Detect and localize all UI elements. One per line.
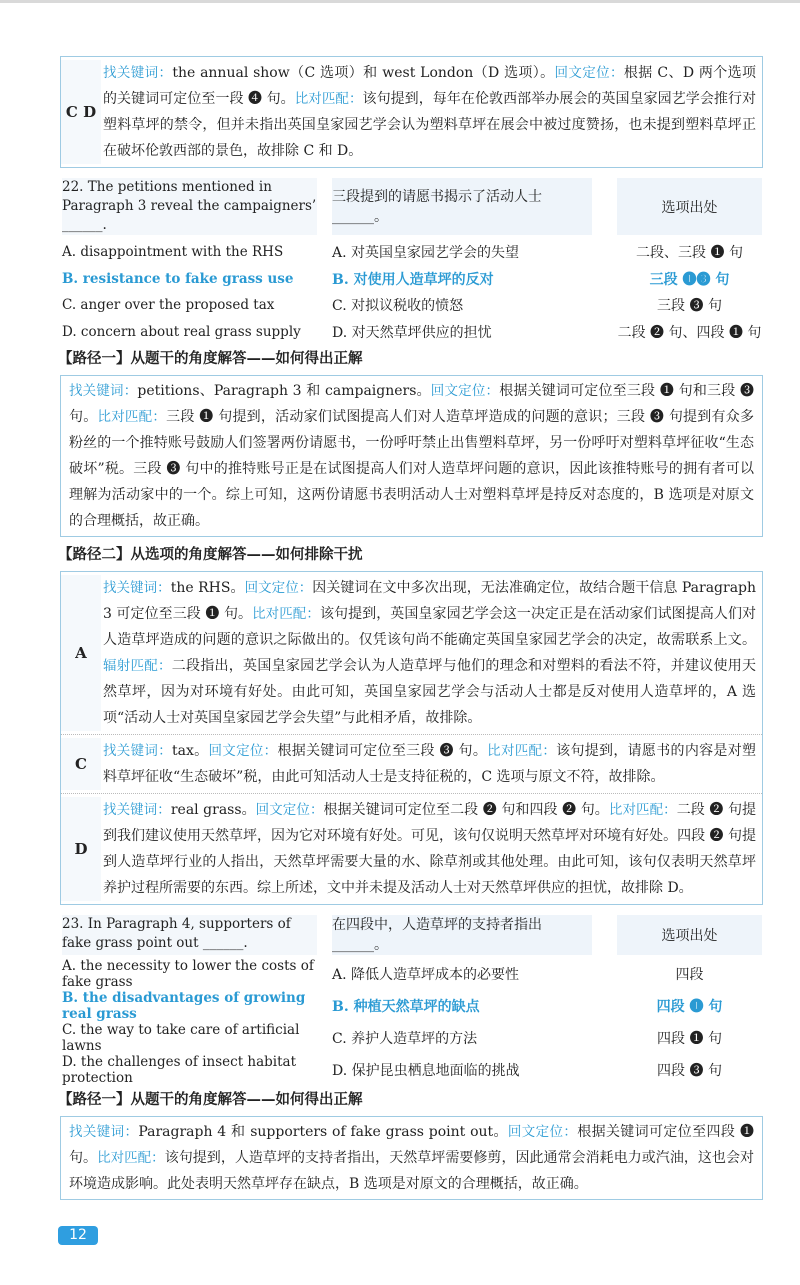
option-en: A. the necessity to lower the costs of fake grass bbox=[62, 958, 314, 990]
option-zh: B. 对使用人造草坪的反对 bbox=[332, 271, 494, 288]
section-label: 找关键词： bbox=[103, 743, 172, 759]
explanation-text: 根据 C、D 两个选项的关键词可定位至一段 ❹ 句。 bbox=[103, 65, 756, 107]
option-row bbox=[62, 1022, 762, 1054]
option-label: A bbox=[61, 575, 101, 731]
option-en: C. the way to take care of artificial lawns bbox=[62, 1022, 300, 1054]
source-header: 选项出处 bbox=[617, 915, 762, 955]
section-label: 比对匹配： bbox=[97, 1150, 165, 1166]
option-zh: B. 种植天然草坪的缺点 bbox=[332, 999, 480, 1015]
option-zh: D. 对天然草坪供应的担忧 bbox=[332, 324, 492, 341]
explanation-text: 该句提到，每年在伦敦西部举办展会的英国皇家园艺学会推行对塑料草坪的禁令，但并未指出英国皇家园艺学会认为塑料草坪在展会中被过度赞扬，也未提到塑料草坪正在破坏伦敦西部的景色，故排除 C 和 D。 bbox=[103, 91, 757, 159]
distractor-row-d bbox=[61, 793, 762, 904]
explanation-paragraph bbox=[101, 797, 762, 901]
section-label: 找关键词： bbox=[103, 65, 173, 81]
section-label: 回文定位： bbox=[255, 802, 324, 818]
explanation-text: 二段指出，英国皇家园艺学会认为人造草坪与他们的理念和对塑料的看法不符，并建议使用天然草坪，因为对环境有好处。由此可知，英国皇家园艺学会与活动人士都是反对使用人造草坪的，A 选项“活动人士对英国皇家园艺学会失望”与此相矛盾，故排除。 bbox=[103, 658, 757, 726]
explanation-text: 该句提到，英国皇家园艺学会这一决定正是在活动家们试图提高人们对人造草坪造成的问题的意识之际做出的。仅凭该句尚不能确定英国皇家园艺学会的决定，故需联系上文。 bbox=[103, 606, 757, 648]
option-row bbox=[62, 292, 762, 319]
section-label: 找关键词： bbox=[69, 1124, 139, 1140]
page-number-badge: 12 bbox=[58, 1226, 98, 1245]
explanation-paragraph bbox=[61, 376, 762, 536]
route1-heading-q23: 【路径一】从题干的角度解答——如何得出正解 bbox=[58, 1092, 363, 1108]
section-label: 比对匹配： bbox=[608, 802, 677, 818]
explanation-text: real grass。 bbox=[170, 802, 256, 818]
section-label: 回文定位： bbox=[554, 65, 624, 81]
question-stem-zh: 三段提到的请愿书揭示了活动人士______。 bbox=[332, 178, 592, 235]
section-label: 找关键词： bbox=[103, 580, 171, 596]
distractor-row-a bbox=[61, 572, 762, 734]
explanation-text: 二段 ❷ 句提到我们建议使用天然草坪，因为它对环境有好处。可见，该句仅说明天然草坪对环境有好处。四段 ❷ 句提到人造草坪行业的人指出，天然草坪需要大量的水、除草剂或其他处理。由此可知，该句仅表明天然草坪养护过程所需要的东西。综上所述，文中并未提及活动人士对天然草坪供应的担忧，故排除 D。 bbox=[103, 802, 757, 896]
section-label: 找关键词： bbox=[103, 802, 171, 818]
explanation-text: 根据关键词可定位至二段 ❷ 句和四段 ❷ 句。 bbox=[323, 802, 609, 818]
question-stem-en: 22. The petitions mentioned in Paragraph 3 reveal the campaigners’ ______. bbox=[62, 179, 317, 233]
question-stem-en: 23. In Paragraph 4, supporters of fake grass point out ______. bbox=[62, 915, 317, 955]
option-zh: D. 保护昆虫栖息地面临的挑战 bbox=[332, 1063, 520, 1079]
option-row bbox=[62, 319, 762, 346]
explanation-text: 根据关键词可定位至三段 ❶ 句和三段 ❸ 句。 bbox=[69, 383, 755, 425]
option-en: C. anger over the proposed tax bbox=[62, 297, 275, 314]
section-label: 回文定位： bbox=[507, 1124, 578, 1140]
explanation-text: Paragraph 4 和 supporters of fake grass point out。 bbox=[138, 1124, 508, 1140]
section-label: 比对匹配： bbox=[487, 743, 557, 759]
option-src: 三段 ❶❸ 句 bbox=[649, 271, 730, 288]
option-row-correct bbox=[62, 990, 762, 1022]
explanation-text: the RHS。 bbox=[170, 580, 245, 596]
option-label: C bbox=[61, 738, 101, 790]
route1-box-q22 bbox=[60, 375, 763, 537]
route2-heading: 【路径二】从选项的角度解答——如何排除干扰 bbox=[58, 547, 363, 563]
question-stem-zh: 在四段中，人造草坪的支持者指出______。 bbox=[332, 915, 592, 955]
option-row-correct bbox=[62, 266, 762, 293]
option-src: 四段 bbox=[675, 967, 704, 983]
section-label: 比对匹配： bbox=[252, 606, 320, 622]
explanation-text: tax。 bbox=[172, 743, 209, 759]
option-row bbox=[62, 239, 762, 266]
option-label-cd: C D bbox=[61, 60, 101, 164]
route1-heading: 【路径一】从题干的角度解答——如何得出正解 bbox=[58, 351, 363, 367]
option-zh: C. 养护人造草坪的方法 bbox=[332, 1031, 478, 1047]
explanation-text: 该句提到，人造草坪的支持者指出，天然草坪需要修剪，因此通常会消耗电力或汽油，这也会对环境造成影响。此处表明天然草坪存在缺点，B 选项是对原文的合理概括，故正确。 bbox=[69, 1150, 754, 1192]
question-23 bbox=[62, 915, 762, 1086]
explanation-text: 因关键词在文中多次出现，无法准确定位，故结合题干信息 Paragraph 3 可定位至三段 ❶ 句。 bbox=[103, 580, 757, 622]
option-en: B. the disadvantages of growing real grass bbox=[62, 990, 306, 1022]
option-zh: A. 降低人造草坪成本的必要性 bbox=[332, 967, 520, 983]
option-row bbox=[62, 1054, 762, 1086]
distractor-row-c bbox=[61, 734, 762, 793]
source-header: 选项出处 bbox=[617, 178, 762, 235]
explanation-text: 根据关键词可定位至三段 ❸ 句。 bbox=[277, 743, 488, 759]
explanation-text: 根据关键词可定位至四段 ❶ 句。 bbox=[69, 1124, 755, 1166]
section-label: 回文定位： bbox=[244, 580, 313, 596]
option-zh: A. 对英国皇家园艺学会的失望 bbox=[332, 245, 520, 262]
explanation-text: the annual show（C 选项）和 west London（D 选项）。 bbox=[172, 65, 555, 81]
option-en: D. the challenges of insect habitat protection bbox=[62, 1054, 297, 1086]
section-label: 辐射匹配： bbox=[103, 658, 172, 674]
question-22 bbox=[62, 178, 762, 345]
explanation-paragraph bbox=[101, 60, 762, 164]
explanation-text: 该句提到，请愿书的内容是对塑料草坪征收“生态破坏”税，由此可知活动人士是支持征税的，C 选项与原文不符，故排除。 bbox=[103, 743, 757, 785]
option-zh: C. 对拟议税收的愤怒 bbox=[332, 298, 464, 315]
option-src: 四段 ❸ 句 bbox=[657, 1063, 722, 1079]
section-label: 回文定位： bbox=[430, 383, 500, 399]
page-top-edge bbox=[0, 0, 800, 3]
explanation-box-cd bbox=[60, 56, 763, 168]
section-label: 找关键词： bbox=[69, 383, 138, 399]
explanation-paragraph bbox=[101, 575, 762, 731]
option-src: 四段 ❶ 句 bbox=[656, 999, 723, 1015]
explanation-paragraph bbox=[101, 738, 762, 790]
option-en: D. concern about real grass supply bbox=[62, 323, 301, 340]
option-src: 二段 ❷ 句、四段 ❶ 句 bbox=[617, 324, 762, 341]
option-label: D bbox=[61, 797, 101, 901]
route1-box-q23 bbox=[60, 1116, 763, 1200]
option-en: B. resistance to fake grass use bbox=[62, 270, 294, 287]
explanation-text: 三段 ❶ 句提到，活动家们试图提高人们对人造草坪造成的问题的意识；三段 ❸ 句提到有众多粉丝的一个推特账号鼓励人们签署两份请愿书，一份呼吁禁止出售塑料草坪，另一份呼吁对塑料草坪征收“生态破坏”税。三段 ❸ 句中的推特账号正是在试图提高人们对人造草坪问题的意识，因此该推特账号的拥有者可以理解为活动家中的一个。综上可知，这两份请愿书表明活动人士对塑料草坪是持反对态度的，B 选项是对原文的合理概括，故正确。 bbox=[69, 409, 754, 529]
route2-box-q22 bbox=[60, 571, 763, 905]
option-src: 二段、三段 ❶ 句 bbox=[636, 245, 743, 262]
option-src: 三段 ❸ 句 bbox=[657, 298, 722, 315]
section-label: 回文定位： bbox=[208, 743, 278, 759]
option-row bbox=[62, 958, 762, 990]
option-src: 四段 ❶ 句 bbox=[657, 1031, 722, 1047]
explanation-text: petitions、Paragraph 3 和 campaigners。 bbox=[137, 383, 431, 399]
explanation-paragraph bbox=[61, 1117, 762, 1199]
option-en: A. disappointment with the RHS bbox=[62, 244, 284, 261]
section-label: 比对匹配： bbox=[97, 409, 167, 425]
section-label: 比对匹配： bbox=[294, 91, 363, 107]
